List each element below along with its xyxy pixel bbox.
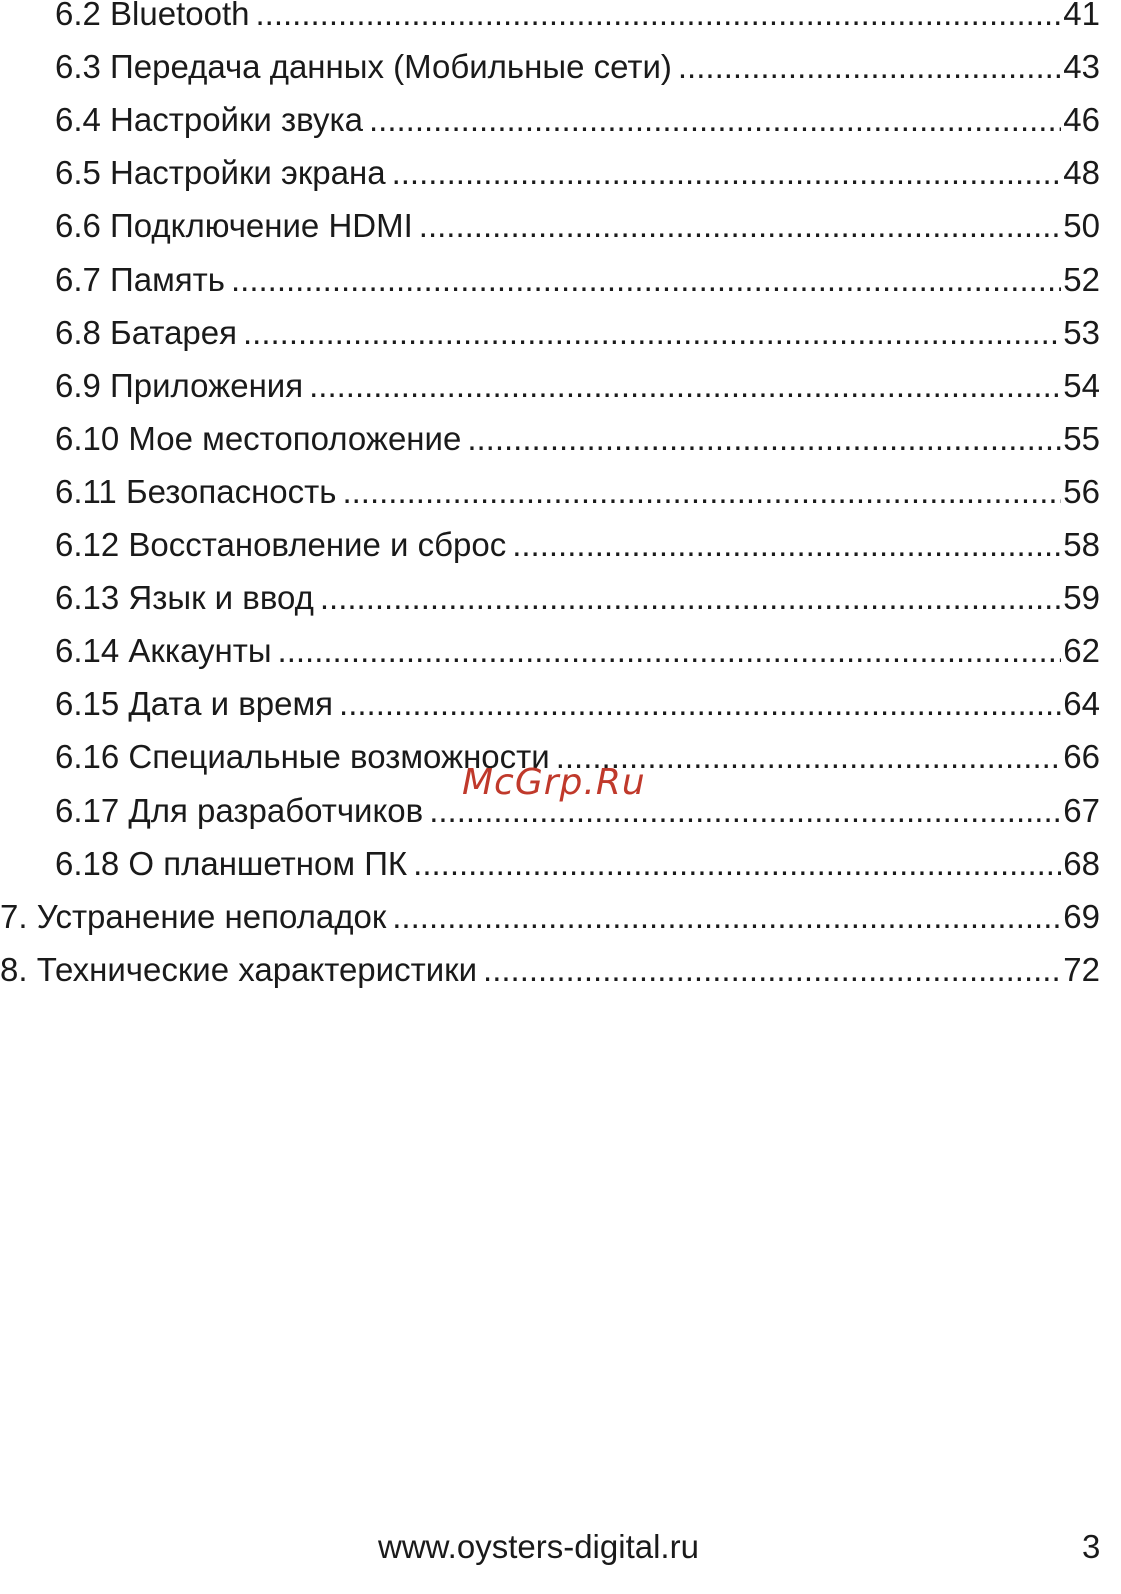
toc-entry-label: 6.17 Для разработчиков [55, 791, 424, 829]
toc-entry-page: 72 [1063, 950, 1100, 988]
toc-entry-label: 6.4 Настройки звука [55, 101, 363, 139]
toc-entry-label: 6.9 Приложения [55, 366, 304, 404]
toc-entry[interactable] [0, 366, 1100, 406]
toc-dot-leader [339, 684, 1061, 724]
toc-entry-label: 6.12 Восстановление и сброс [55, 526, 507, 563]
toc-dot-leader [419, 206, 1062, 246]
toc-dot-leader [483, 950, 1061, 990]
toc-entry-label: 6.18 О планшетном ПК [55, 844, 408, 882]
toc-entry[interactable] [0, 950, 1100, 990]
toc-entry-page: 52 [1063, 260, 1100, 298]
toc-dot-leader [392, 897, 1061, 937]
toc-entry-page: 67 [1063, 791, 1100, 829]
toc-dot-leader [231, 260, 1061, 300]
toc-entry[interactable] [0, 631, 1100, 671]
toc-entry-label: 6.10 Мое местоположение [55, 419, 462, 457]
toc-entry[interactable] [0, 100, 1100, 140]
toc-dot-leader [392, 153, 1062, 193]
toc-entry-page: 59 [1063, 579, 1100, 617]
toc-entry[interactable] [0, 0, 1100, 34]
footer-page-number: 3 [1082, 1528, 1101, 1565]
toc-dot-leader [278, 631, 1062, 671]
toc-entry-label: 6.2 Bluetooth [55, 0, 250, 32]
toc-entry-label: 6.8 Батарея [55, 313, 237, 351]
toc-dot-leader [309, 366, 1061, 406]
toc-entry[interactable] [0, 313, 1100, 353]
toc-entry[interactable] [0, 684, 1100, 724]
toc-entry-page: 66 [1063, 738, 1100, 776]
toc-entry[interactable] [0, 153, 1100, 193]
toc-entry-label: 7. Устранение неполадок [0, 897, 387, 935]
toc-dot-leader [467, 419, 1061, 459]
toc-entry[interactable] [0, 419, 1100, 459]
toc-entry-label: 6.15 Дата и время [55, 685, 334, 723]
toc-entry-page: 55 [1063, 419, 1100, 457]
toc-entry[interactable] [0, 472, 1100, 512]
toc-entry-page: 69 [1063, 897, 1100, 935]
toc-dot-leader [243, 313, 1061, 353]
toc-entry-label: 6.7 Память [55, 260, 225, 298]
toc-entry[interactable] [0, 47, 1100, 87]
toc-entry-label: 6.16 Специальные возможности [55, 738, 550, 776]
toc-dot-leader [512, 525, 1061, 565]
toc-entry-page: 62 [1063, 632, 1100, 670]
toc-entry[interactable] [0, 578, 1100, 618]
toc-dot-leader [256, 0, 1062, 34]
toc-dot-leader [678, 47, 1061, 87]
footer-url[interactable]: www.oysters-digital.ru [378, 1528, 699, 1565]
toc-entry-page: 54 [1063, 366, 1100, 404]
watermark: McGrp.Ru [462, 762, 646, 803]
toc-entry[interactable] [0, 897, 1100, 937]
toc-entry[interactable] [0, 844, 1100, 884]
toc-entry-page: 46 [1063, 101, 1100, 139]
toc-entry-page: 48 [1063, 154, 1100, 192]
toc-entry-label: 8. Технические характеристики [0, 950, 478, 988]
toc-entry-page: 64 [1063, 685, 1100, 723]
toc-dot-leader [413, 844, 1061, 884]
toc-entry-label: 6.6 Подключение HDMI [55, 207, 413, 245]
toc-entry-page: 50 [1063, 207, 1100, 245]
toc-dot-leader [320, 578, 1061, 618]
toc-entry-page: 41 [1063, 0, 1100, 32]
toc-entry-label: 6.14 Аккаунты [55, 632, 272, 670]
toc-entry[interactable] [0, 206, 1100, 246]
toc-entry-label: 6.3 Передача данных (Мобильные сети) [55, 48, 672, 86]
toc-entry-page: 53 [1063, 313, 1100, 351]
toc-entry-label: 6.5 Настройки экрана [55, 154, 386, 192]
toc-entry-page: 56 [1063, 472, 1100, 510]
toc-entry[interactable] [0, 525, 1100, 565]
toc-entry-page: 43 [1063, 48, 1100, 86]
toc-dot-leader [369, 100, 1061, 140]
toc-entry-label: 6.13 Язык и ввод [55, 579, 314, 617]
toc-entry-page: 58 [1063, 526, 1100, 563]
toc-entry[interactable] [0, 260, 1100, 300]
toc-entry-page: 68 [1063, 844, 1100, 882]
toc-dot-leader [342, 472, 1061, 512]
toc-entry-label: 6.11 Безопасность [55, 472, 337, 510]
